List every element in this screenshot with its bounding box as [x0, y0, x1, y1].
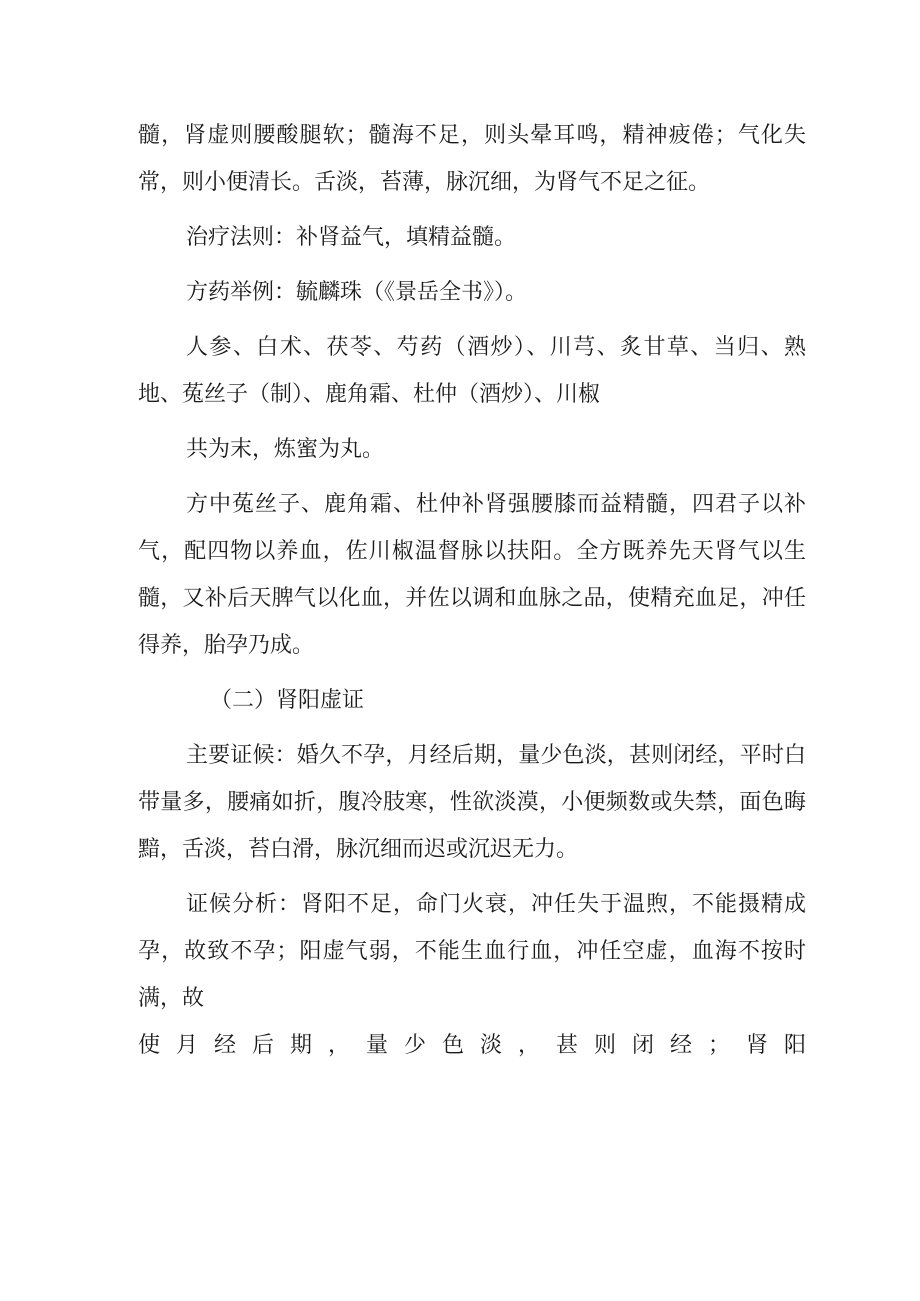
paragraph-prescription-analysis: 方中菟丝子、鹿角霜、杜仲补肾强腰膝而益精髓，四君子以补气，配四物以养血，佐川椒温督脉以扶阳。全方既养先天肾气以生髓，又补后天脾气以化血，并佐以调和血脉之品，使精充血足，冲任得养，胎孕乃成。 — [138, 492, 806, 658]
document-body — [138, 112, 806, 1069]
paragraph-prescription-example: 方药举例：毓麟珠（《景岳全书》）。 — [186, 280, 528, 305]
section-heading-kidney-yang-deficiency: （二）肾阳虚证 — [210, 688, 365, 713]
paragraph-kidney-deficiency-symptoms: 髓，肾虚则腰酸腿软；髓海不足，则头晕耳鸣，精神疲倦；气化失常，则小便清长。舌淡，苔薄，脉沉细，为肾气不足之征。 — [138, 123, 806, 195]
paragraph-ingredients: 人参、白术、茯苓、芍药（酒炒）、川芎、炙甘草、当归、熟地、菟丝子（制）、鹿角霜、杜仲（酒炒）、川椒 — [138, 335, 806, 407]
paragraph-symptom-analysis: 证候分析：肾阳不足，命门火衰，冲任失于温煦，不能摄精成孕，故致不孕；阳虚气弱，不能生血行血，冲任空虚，血海不按时满，故 — [138, 892, 806, 1011]
paragraph-main-symptoms: 主要证候：婚久不孕，月经后期，量少色淡，甚则闭经，平时白带量多，腰痛如折，腹冷肢寒，性欲淡漠，小便频数或失禁，面色晦黯，舌淡，苔白滑，脉沉细而迟或沉迟无力。 — [138, 743, 806, 862]
paragraph-symptom-analysis-continued: 使月经后期，量少色淡，甚则闭经；肾阳 — [138, 1033, 806, 1058]
paragraph-treatment-principle: 治疗法则：补肾益气，填精益髓。 — [186, 225, 517, 250]
paragraph-preparation: 共为末，炼蜜为丸。 — [186, 437, 385, 462]
